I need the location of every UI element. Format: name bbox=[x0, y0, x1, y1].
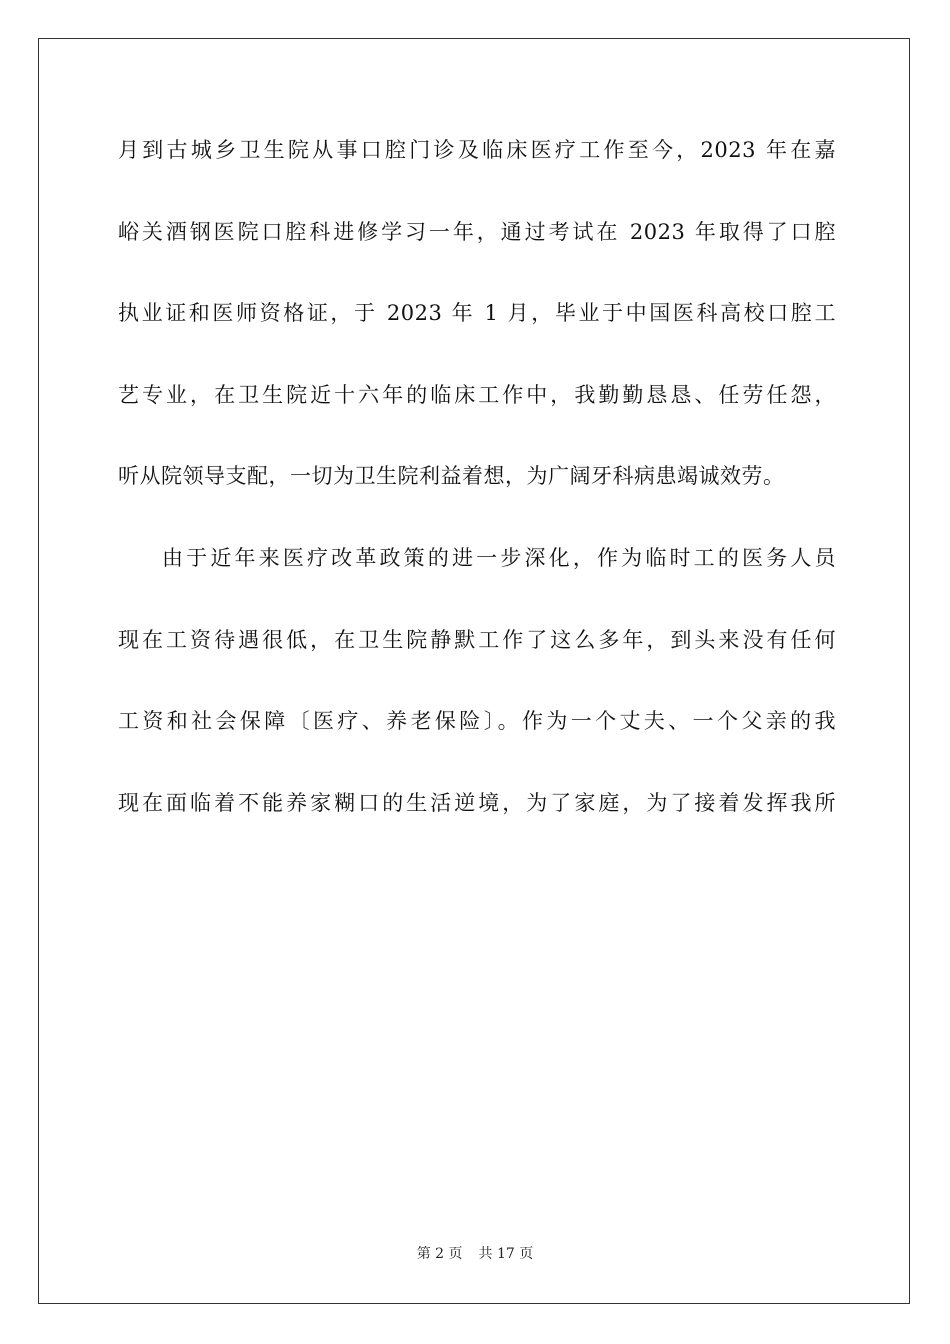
text-line: 艺专业，在卫生院近十六年的临床工作中，我勤勤恳恳、任劳任怨， bbox=[118, 382, 836, 407]
document-body bbox=[118, 128, 836, 862]
text-line: 工资和社会保障〔医疗、养老保险〕。作为一个丈夫、一个父亲的我 bbox=[118, 709, 836, 734]
page-number: 第 2 页 bbox=[416, 1246, 463, 1262]
page-footer bbox=[0, 1243, 950, 1263]
text-line: 执业证和医师资格证，于 2023 年 1 月，毕业于中国医科高校口腔工 bbox=[118, 301, 836, 326]
text-line: 现在面临着不能养家糊口的生活逆境，为了家庭，为了接着发挥我所 bbox=[118, 790, 836, 815]
paragraph-end-line: 听从院领导支配，一切为卫生院利益着想，为广阔牙科病患竭诚效劳。 bbox=[118, 464, 785, 489]
text-line: 现在工资待遇很低，在卫生院静默工作了这么多年，到头来没有任何 bbox=[118, 627, 836, 652]
page-total: 共 17 页 bbox=[478, 1246, 534, 1262]
paragraph-start-line: 由于近年来医疗改革政策的进一步深化，作为临时工的医务人员 bbox=[162, 545, 836, 570]
text-line: 月到古城乡卫生院从事口腔门诊及临床医疗工作至今，2023 年在嘉 bbox=[118, 138, 836, 162]
text-line: 峪关酒钢医院口腔科进修学习一年，通过考试在 2023 年取得了口腔 bbox=[118, 219, 836, 244]
